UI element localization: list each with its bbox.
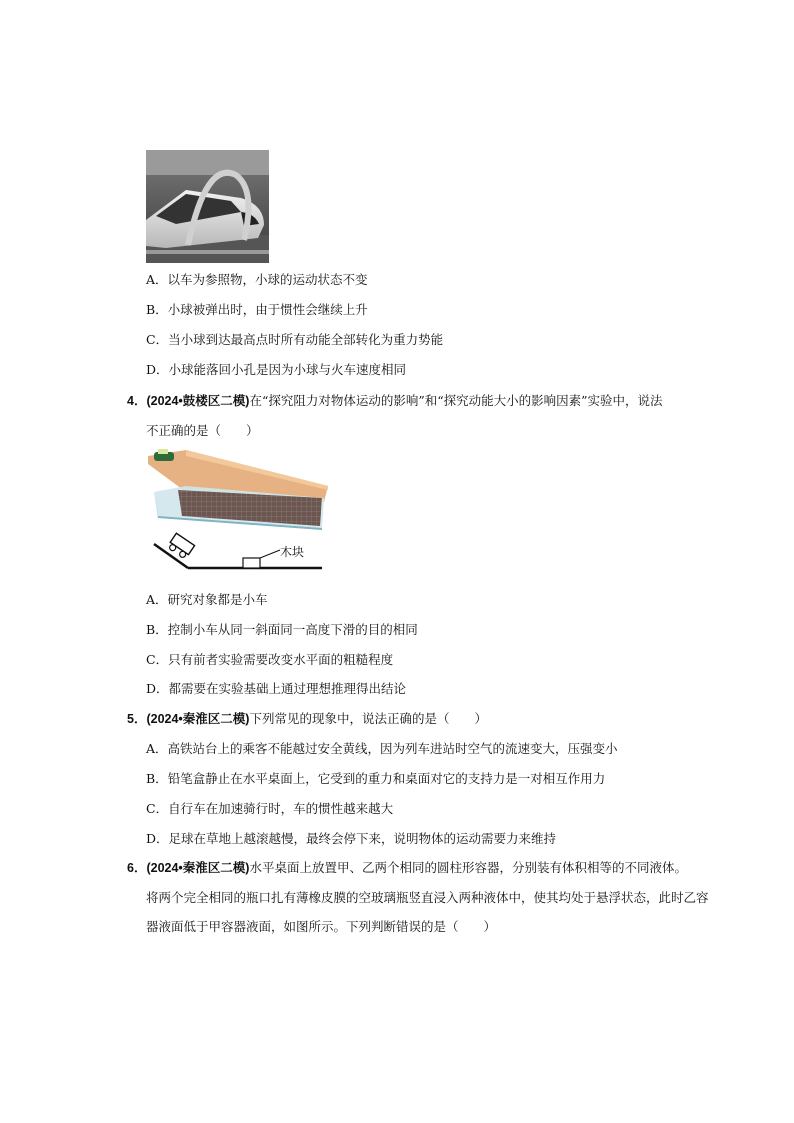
option-label: B． [146, 622, 168, 637]
option-text: 足球在草地上越滚越慢，最终会停下来，说明物体的运动需要力来维持 [168, 831, 557, 846]
q4-option-a [146, 592, 268, 608]
q4-option-c [146, 652, 393, 668]
q3-option-d [146, 362, 406, 378]
train-photo [146, 150, 269, 263]
question-number: 5． [127, 712, 147, 726]
option-text: 控制小车从同一斜面同一高度下滑的目的相同 [167, 622, 418, 637]
option-text: 只有前者实验需要改变水平面的粗糙程度 [168, 652, 394, 667]
question-text: 下列常见的现象中，说法正确的是（ ） [249, 711, 487, 726]
q6-stem-cont-2 [146, 919, 496, 935]
q6-stem-cont-1 [146, 890, 709, 906]
option-label: D． [146, 831, 169, 846]
q5-option-b [146, 771, 605, 787]
q4-stem [127, 393, 663, 409]
option-label: D． [146, 681, 169, 696]
option-label: D． [146, 362, 169, 377]
q4-option-b [146, 622, 418, 638]
option-label: C． [146, 801, 169, 816]
q5-option-a [146, 741, 618, 757]
option-text: 小球能落回小孔是因为小球与火车速度相同 [168, 362, 407, 377]
question-source: (2024•鼓楼区二模) [146, 394, 250, 408]
ramp-figure [146, 446, 331, 586]
option-text: 以车为参照物，小球的运动状态不变 [167, 272, 368, 287]
option-text: 都需要在实验基础上通过理想推理得出结论 [168, 681, 407, 696]
option-text: 铅笔盒静止在水平桌面上，它受到的重力和桌面对它的支持力是一对相互作用力 [167, 771, 606, 786]
question-text: 水平桌面上放置甲、乙两个相同的圆柱形容器，分别装有体积相等的不同液体。 [249, 860, 687, 875]
option-text: 高铁站台上的乘客不能越过安全黄线，因为列车进站时空气的流速变大，压强变小 [167, 741, 618, 756]
q6-stem [127, 860, 687, 876]
option-label: C． [146, 652, 169, 667]
q5-stem [127, 711, 487, 727]
question-text: 不正确的是（ ） [146, 423, 259, 438]
option-text: 自行车在加速骑行时，车的惯性越来越大 [168, 801, 394, 816]
question-source: (2024•秦淮区二模) [146, 712, 250, 726]
q5-option-c [146, 801, 393, 817]
option-label: A． [146, 272, 168, 287]
q3-option-a [146, 272, 368, 288]
question-text: 将两个完全相同的瓶口扎有薄橡皮膜的空玻璃瓶竖直浸入两种液体中，使其均处于悬浮状态，此时乙容 [146, 890, 709, 905]
option-text: 小球被弹出时，由于惯性会继续上升 [167, 302, 368, 317]
option-label: A． [146, 592, 168, 607]
option-label: A． [146, 741, 168, 756]
option-text: 研究对象都是小车 [167, 592, 268, 607]
question-text: 在“探究阻力对物体运动的影响”和“探究动能大小的影响因素”实验中，说法 [249, 393, 663, 408]
option-label: B． [146, 302, 168, 317]
question-text: 器液面低于甲容器液面，如图所示。下列判断错误的是（ ） [146, 919, 497, 934]
option-label: C． [146, 332, 169, 347]
option-label: B． [146, 771, 168, 786]
question-number: 4． [127, 394, 147, 408]
q3-option-c [146, 332, 443, 348]
q4-option-d [146, 681, 406, 697]
option-text: 当小球到达最高点时所有动能全部转化为重力势能 [168, 332, 444, 347]
wood-block-label: 木块 [280, 545, 305, 559]
q5-option-d [146, 831, 556, 847]
question-source: (2024•秦淮区二模) [146, 861, 250, 875]
q4-stem-cont [146, 423, 259, 439]
question-number: 6． [127, 861, 147, 875]
q3-option-b [146, 302, 368, 318]
